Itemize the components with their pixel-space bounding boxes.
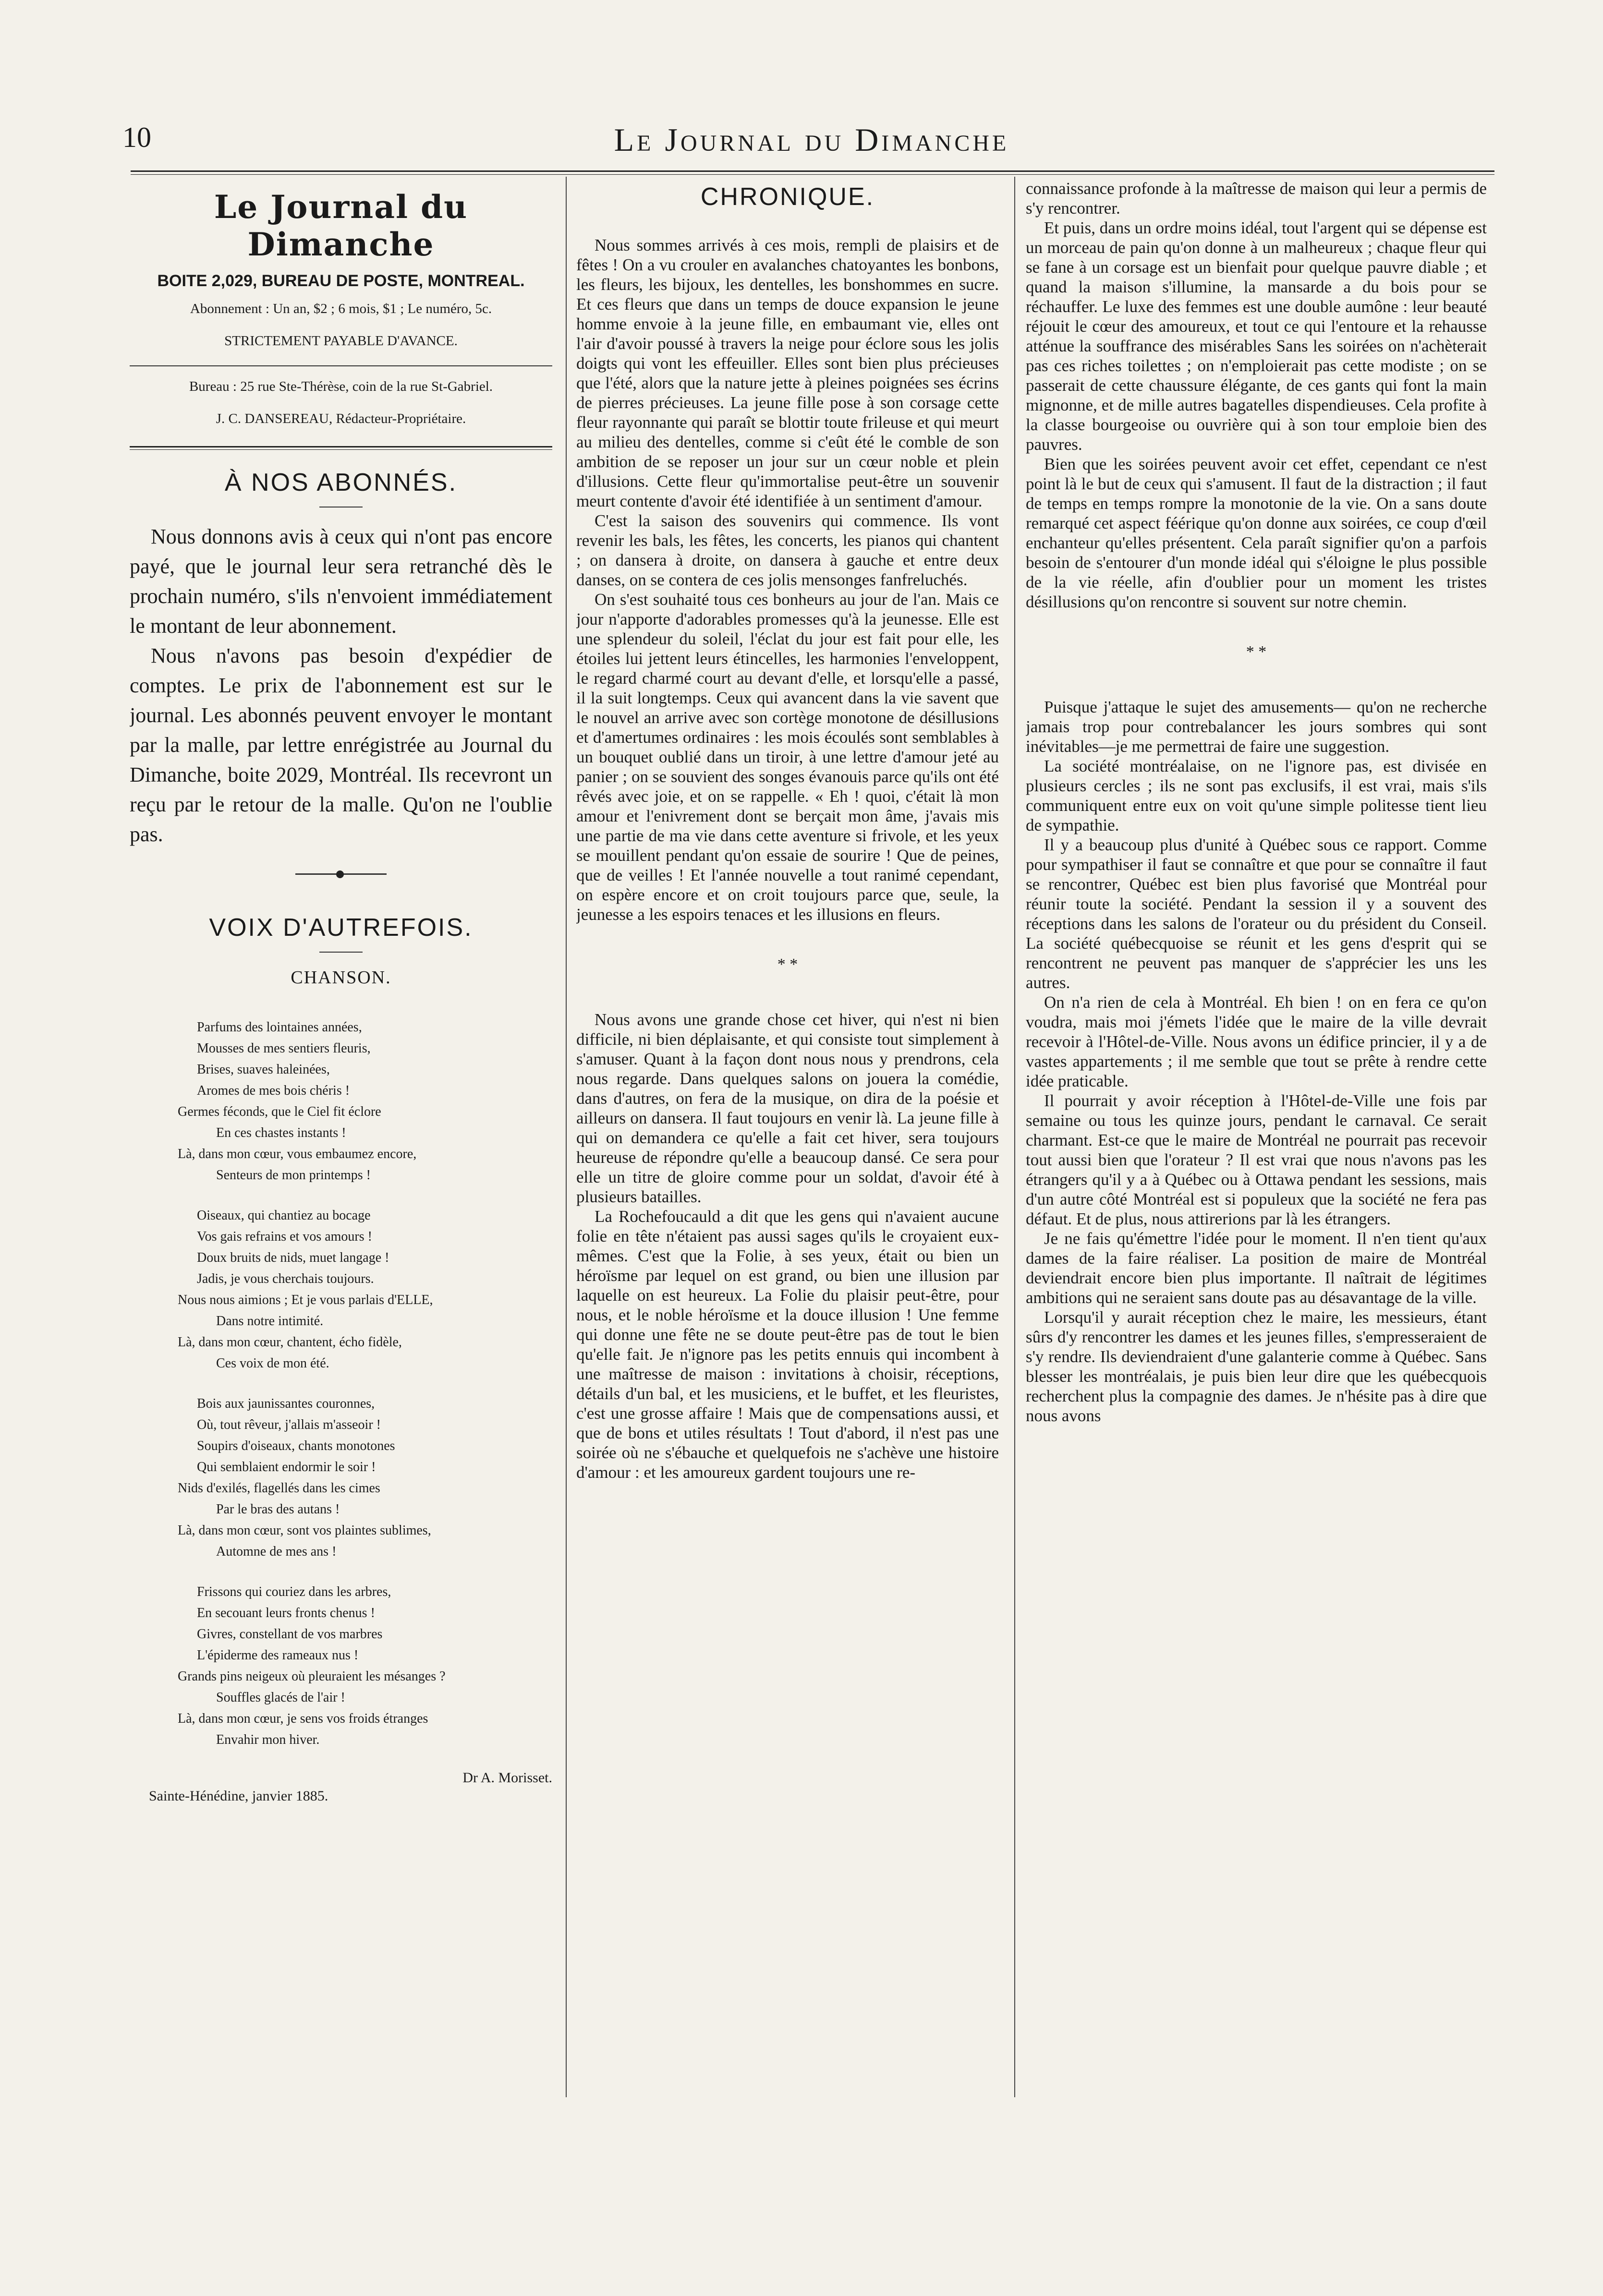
poem-line: Mousses de mes sentiers fleuris, [197,1041,371,1056]
article-paragraph: connaissance profonde à la maîtresse de maison qui leur a permis de s'y rencontrer. [1026,179,1487,218]
poem-line: Là, dans mon cœur, sont vos plaintes sublimes, [178,1523,431,1538]
poem-line: Jadis, je vous cherchais toujours. [197,1271,374,1286]
poem-line: Ces voix de mon été. [216,1356,329,1371]
masthead-title: Le Journal du Dimanche [214,188,468,263]
poem-line: Soupirs d'oiseaux, chants monotones [197,1438,395,1453]
article-paragraph: Lorsqu'il y aurait réception chez le maire, les messieurs, étant sûrs d'y rencontrer les dames et les jeunes filles, s'empresseraient de s'y rendre. Ils deviendraient d'une galanterie comme à Québec. Sans blesser les montréalais, je puis bien leur dire que les québecquois recherchent plus la compagnie des dames. Je n'hésite pas à dire que nous avons [1026,1308,1487,1425]
poem-author: Dr A. Morisset. [462,1770,552,1786]
short-rule [319,507,363,508]
notice-paragraph: Nous donnons avis à ceux qui n'ont pas encore payé, que le journal leur sera retranché dès le prochain numéro, s'ils n'envoient immédiatement le montant de leur abonnement. [130,525,552,638]
poem-line: Là, dans mon cœur, je sens vos froids étranges [178,1711,428,1726]
poem-line: Germes féconds, que le Ciel fit éclore [178,1104,381,1119]
article-paragraph: Je ne fais qu'émettre l'idée pour le moment. Il n'en tient qu'aux dames de la faire réaliser. La position de maire de Montréal deviendrait encore bien plus importante. Il naîtrait de légitimes ambitions qui ne seraient sans doute pas au désavantage de la ville. [1026,1229,1487,1307]
article-paragraph: Puisque j'attaque le sujet des amusements— qu'on ne recherche jamais trop pour contrebalancer les jours sombres qui sont inévitables—je me permettrai de faire une suggestion. [1026,698,1487,756]
subscription-rates: Abonnement : Un an, $2 ; 6 mois, $1 ; Le numéro, 5c. [190,301,492,316]
poem-line: Là, dans mon cœur, vous embaumez encore, [178,1147,417,1161]
poem-line: Qui semblaient endormir le soir ! [197,1460,376,1474]
column-left [130,179,552,2138]
poem-line: Brises, suaves haleinées, [197,1062,330,1077]
column-rule [1014,177,1015,2097]
poem-line: Nous nous aimions ; Et je vous parlais d'ELLE, [178,1293,433,1307]
notice-title: À NOS ABONNÉS. [224,469,458,496]
poem-line: Par le bras des autans ! [216,1502,340,1517]
poem-line: Parfums des lointaines années, [197,1020,362,1035]
poem-stanza [178,1393,552,1562]
section-asterism: * * [1246,643,1267,661]
masthead-address: BOITE 2,029, BUREAU DE POSTE, MONTREAL. [157,272,525,290]
divider [130,365,552,366]
poem-section-title: VOIX D'AUTREFOIS. [209,914,473,942]
poem-line: Frissons qui couriez dans les arbres, [197,1584,391,1599]
header-rule [131,170,1494,175]
page-number: 10 [122,121,151,153]
article-paragraph: Bien que les soirées peuvent avoir cet effet, cependant ce n'est point là le but de ceux qui s'amusent. Il faut de la distraction ; il faut de temps en temps rompre la monotonie de la vie. On a sans doute remarqué cet aspect féérique qu'on donne aux soirées, ce coup d'œil enchanteur qu'elles présentent. Cela paraît signifier qu'on a parfois besoin de s'entourer d'un monde idéal qui s'éloigne le plus possible de la vie réelle, afin d'oublier pour un moment les tristes désillusions qu'on rencontre si souvent sur notre chemin. [1026,455,1487,611]
editor-line: J. C. DANSEREAU, Rédacteur-Propriétaire. [216,411,466,426]
poem-line: Envahir mon hiver. [216,1732,320,1747]
poem-stanza [178,1205,552,1374]
article-paragraph: Nous sommes arrivés à ces mois, rempli de plaisirs et de fêtes ! On a vu crouler en avalanches chatoyantes les bonbons, les fleurs, les bijoux, les dentelles, les bonshommes en sucre. Et ces fleurs que dans un temps de douce expansion le jeune homme envoie à la jeune fille, en embaumant vie, elles ont l'air d'avoir poussé à travers la neige pour éclore sous les jolis doigts qui vont les effeuiller. Elles sont bien plus précieuses que l'été, alors que la nature jette à pleines poignées ses écrins de pierres précieuses. La jeune fille pose à son corsage cette fleur rayonnante qui paraît se blottir toute frileuse et qui meurt au milieu des dentelles, comme si c'eût été le comble de son ambition de se reposer un jour sur un cœur noble et plein d'illusions. Cette fleur qu'immortalise peut-être un souvenir meurt contente d'avoir été identifiée à un sentiment d'amour. [576,236,999,510]
notice-paragraph: Nous n'avons pas besoin d'expédier de comptes. Le prix de l'abonnement est sur le journal. Les abonnés peuvent envoyer le montant par la malle, par lettre enrégistrée au Journal du Dimanche, boite 2029, Montréal. Ils recevront un reçu par le retour de la malle. Qu'on ne l'oublie pas. [130,644,552,846]
poem-line: Où, tout rêveur, j'allais m'asseoir ! [197,1417,381,1432]
article-paragraph: C'est la saison des souvenirs qui commence. Ils vont revenir les bals, les fêtes, les concerts, les pianos qui chantent ; on dansera à droite, on dansera à gauche et entre deux danses, on se contera de ces jolis mensonges fanfreluchés. [576,511,999,589]
article-paragraph: Il y a beaucoup plus d'unité à Québec sous ce rapport. Comme pour sympathiser il faut se connaître et que pour se connaître il faut se rencontrer, Québec est bien plus favorisé que Montréal pour réunir toute la société. Pendant la session il y a souvent des réceptions dans les salons de l'orateur ou du président du Conseil. La société québecquoise se réunit et les gens d'esprit qui se rencontrent ne peuvent pas manquer de s'apprécier les uns les autres. [1026,835,1487,992]
poem-line: Dans notre intimité. [216,1314,324,1329]
poem-line: Senteurs de mon printemps ! [216,1168,371,1183]
poem-line: Oiseaux, qui chantiez au bocage [197,1208,371,1223]
double-rule [130,446,552,450]
article-paragraph: La Rochefoucauld a dit que les gens qui n'avaient aucune folie en tête n'étaient pas aussi sages qu'ils le croyaient eux-mêmes. C'est que la Folie, à ses yeux, était ou bien un héroïsme par lequel on est grand, ou bien une illusion par laquelle on est heureux. La Folie du plaisir peut-être, pour nous, et le noble héroïsme et la douce illusion ! Une femme qui donne une fête ne se doute peut-être pas de tout le bien qu'elle fait. Je n'ignore pas les petits ennuis qui incombent à une maîtresse de maison : invitations à choisir, réceptions, détails d'un bal, et les musiciens, et le buffet, et les fleuristes, c'est une grosse affaire ! Mais que de compensations aussi, et que de bons et utiles résultats ! Tout d'abord, il n'est pas une soirée où ne s'ébauche et quelquefois ne s'achève une histoire d'amour : et les amoureux gardent toujours une re- [576,1207,999,1482]
poem-line: Nids d'exilés, flagellés dans les cimes [178,1481,380,1496]
notice-body [130,522,552,849]
poem-line: En ces chastes instants ! [216,1125,346,1140]
poem-line: Doux bruits de nids, muet langage ! [197,1250,389,1265]
article-paragraph: On s'est souhaité tous ces bonheurs au jour de l'an. Mais ce jour n'apporte d'adorables promesses qu'à la jeunesse. Elle est une splendeur du soleil, l'éclat du jour est fait pour elle, les étoiles lui jettent leurs étincelles, les harmonies l'enveloppent, le regard charmé court au devant d'elle, et lorsqu'elle a passé, il la suit longtemps. Ceux qui avancent dans la vie savent que le nouvel an arrive avec son cortège monotone de désillusions et d'amertumes ordinaires : les mois écoulés sont semblables à un bouquet oublié dans un tiroir, à une lettre d'amour jeté au panier ; on se souvient des songes évanouis parce qu'ils ont été rêvés avec joie, et on se rappelle. « Eh ! quoi, c'était là mon amour et l'enivrement dont se berçait mon âme, j'avais mis une partie de ma vie dans cette aventure si frivole, et les yeux se mouillent pendant qu'on essaie de sourire ! Que de peines, que de veilles ! Et l'année nouvelle a tout ranimé cependant, on espère encore et on croit toujours parce que, seule, la jeunesse a les espoirs tenaces et les illusions en fleurs. [576,590,999,924]
column-middle [576,179,999,2138]
poem-line: Vos gais refrains et vos amours ! [197,1229,372,1244]
poem-stanza [178,1582,552,1751]
poem-line: Aromes de mes bois chéris ! [197,1083,350,1098]
column-rule [566,177,567,2097]
poem-line: L'épiderme des rameaux nus ! [197,1648,359,1663]
article-paragraph: Il pourrait y avoir réception à l'Hôtel-de-Ville une fois par semaine ou tous les quinze jours, pendant le carnaval. Ce serait charmant. Est-ce que le maire de Montréal ne pourrait pas recevoir tout aussi bien que l'orateur ? Il est vrai que nous n'avons pas les étrangers qu'il y a à Québec ou à Ottawa pendant les sessions, mais d'un autre côté Montréal est si populeux que la société ne fera pas défaut. Et de plus, nous attirerions par là les étrangers. [1026,1091,1487,1228]
poem-line: Grands pins neigeux où pleuraient les mésanges ? [178,1669,446,1684]
poem-line: Souffles glacés de l'air ! [216,1690,345,1705]
payment-terms: STRICTEMENT PAYABLE D'AVANCE. [224,333,458,349]
office-address: Bureau : 25 rue Ste-Thérèse, coin de la rue St-Gabriel. [189,379,493,394]
poem-line: Givres, constellant de vos marbres [197,1627,383,1642]
running-title: Le Journal du Dimanche [614,121,1009,158]
article-paragraph: Et puis, dans un ordre moins idéal, tout l'argent qui se dépense est un morceau de pain qu'on donne à un malheureux ; chaque fleur qui se fane à un corsage est un bienfait pour quelque pauvre diable ; et quand la maison s'illumine, la mansarde a du bois pour se réchauffer. Le luxe des femmes est une double aumône : leur beauté réjouit le cœur des amoureux, et tout ce qui l'entoure et la rehausse atténue la souffrance des misérables Sans les soirées on n'achèterait pas ces riches toilettes ; on n'emploierait pas cette modiste ; on se passerait de cette chaussure élégante, de ces gants qui font la main mignonne, et de mille autres bagatelles dispendieuses. Cela profite à la classe bourgeoise ou ouvrière qui à son tour emploie bien des pauvres. [1026,218,1487,454]
poem-body [130,1017,552,1751]
running-head [122,121,1501,164]
poem-line: En secouant leurs fronts chenus ! [197,1606,375,1620]
chronique-title: CHRONIQUE. [700,183,875,211]
poem-place-date: Sainte-Hénédine, janvier 1885. [149,1788,328,1804]
poem-line: Bois aux jaunissantes couronnes, [197,1396,375,1411]
article-paragraph: La société montréalaise, on ne l'ignore pas, est divisée en plusieurs cercles ; ils ne sont pas exclusifs, il est vrai, mais s'ils communiquent entre eux on voit qu'une simple politesse tient lieu de sympathie. [1026,757,1487,834]
ornament-divider [295,873,387,875]
article-paragraph: Nous avons une grande chose cet hiver, qui n'est ni bien difficile, ni bien déplaisante, et qui consiste tout simplement à s'amuser. Quant à la façon dont nous nous y prendrons, cela nous regarde. Dans quelques salons on jouera la comédie, dans d'autres, on fera de la musique, on dira de la poésie et ailleurs on dansera. Il faut toujours en venir là. La jeune fille à qui on demandera ce qu'elle a fait cet hiver, sera toujours heureuse de répondre qu'elle a beaucoup dansé. Ce sera pour elle un titre de gloire comme pour un soldat, d'avoir été à plusieurs batailles. [576,1010,999,1206]
poem-line: Automne de mes ans ! [216,1544,337,1559]
column-right [1026,179,1487,2138]
poem-stanza [178,1017,552,1186]
poem-title: CHANSON. [291,967,391,988]
section-asterism: * * [777,955,798,973]
short-rule [319,952,363,953]
article-paragraph: On n'a rien de cela à Montréal. Eh bien ! on en fera ce qu'on voudra, mais moi j'émets l'idée que le maire de la ville devrait recevoir à l'Hôtel-de-Ville. Nous avons un édifice princier, il y a de vastes appartements ; il me semble que tout se prête à rendre cette idée praticable. [1026,993,1487,1090]
poem-line: Là, dans mon cœur, chantent, écho fidèle, [178,1335,402,1350]
